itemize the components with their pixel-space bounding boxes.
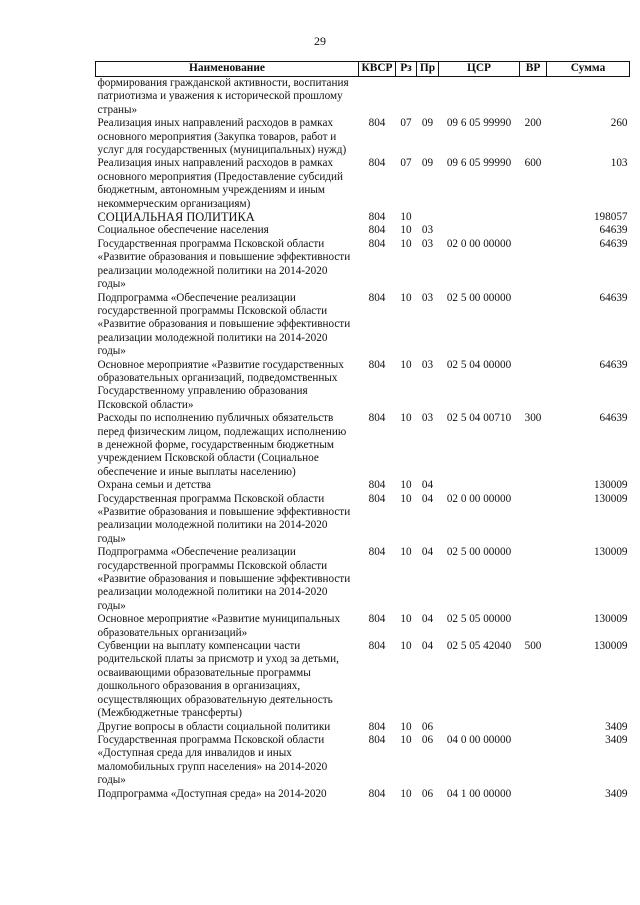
header-pr: Пр — [417, 62, 439, 77]
cell-rz: 10 — [400, 787, 412, 800]
header-vr: ВР — [520, 62, 547, 77]
cell-name: формирования гражданской активности, воспитания патриотизма и уважения к исторической прошлому страны» — [97, 77, 349, 116]
table-row — [96, 493, 630, 547]
cell-rz: 07 — [400, 117, 412, 130]
cell-pr: 03 — [421, 412, 434, 425]
table-row — [96, 546, 630, 613]
cell-csr: 02 5 05 42040 — [446, 640, 512, 653]
cell-pr: 04 — [421, 613, 434, 626]
header-csr: ЦСР — [439, 62, 520, 77]
cell-csr — [439, 224, 520, 237]
cell-name: Основное мероприятие «Развитие муниципальных образовательных организаций» — [97, 613, 341, 639]
header-sum: Сумма — [547, 62, 630, 77]
header-name: Наименование — [96, 62, 359, 77]
cell-sum — [547, 77, 630, 118]
cell-rz: 10 — [400, 291, 412, 304]
cell-sum: 260 — [610, 117, 628, 130]
cell-sum: 103 — [610, 157, 628, 170]
cell-name: Субвенции на выплату компенсации части родительской платы за присмотр и уход за детьми, осваивающими образовательные программы дошкольного образования в организациях, осуществляющих образовательную деятельность (Межбюджетные трансферты) — [97, 640, 339, 720]
cell-csr: 04 0 00 00000 — [446, 733, 512, 746]
cell-name: Государственная программа Псковской области «Развитие образования и повышение эффективности реализации молодежной политики на 2014-2020 годы» — [97, 237, 351, 291]
cell-rz: 10 — [400, 613, 412, 626]
cell-sum: 198057 — [593, 211, 628, 224]
cell-rz: 10 — [400, 479, 412, 492]
cell-name: Подпрограмма «Обеспечение реализации государственной программы Псковской области «Развитие образования и повышение эффективности реализации молодежной политики на 2014-2020 годы» — [97, 291, 351, 358]
cell-pr — [417, 77, 439, 118]
cell-pr: 09 — [421, 157, 434, 170]
cell-rz: 10 — [400, 224, 412, 237]
cell-kvsr: 804 — [368, 613, 386, 626]
cell-kvsr: 804 — [368, 291, 386, 304]
cell-vr — [520, 292, 547, 359]
cell-rz: 10 — [400, 412, 412, 425]
cell-sum: 3409 — [605, 720, 628, 733]
table-header-row — [96, 62, 630, 77]
cell-name: Подпрограмма «Доступная среда» на 2014-2020 — [97, 787, 327, 800]
cell-name: СОЦИАЛЬНАЯ ПОЛИТИКА — [97, 210, 255, 225]
cell-sum: 3409 — [605, 787, 628, 800]
cell-kvsr: 804 — [368, 117, 386, 130]
cell-vr: 500 — [524, 640, 542, 653]
cell-csr: 02 5 04 00000 — [446, 358, 512, 371]
cell-csr — [439, 211, 520, 224]
table-row — [96, 734, 630, 788]
cell-sum: 130009 — [593, 479, 628, 492]
table-row — [96, 613, 630, 640]
table-row — [96, 117, 630, 157]
cell-rz: 10 — [400, 546, 412, 559]
cell-kvsr: 804 — [368, 412, 386, 425]
cell-rz: 10 — [400, 733, 412, 746]
cell-rz: 10 — [400, 492, 412, 505]
cell-pr: 04 — [421, 492, 434, 505]
cell-sum: 130009 — [593, 546, 628, 559]
cell-pr: 03 — [421, 358, 434, 371]
cell-csr — [439, 479, 520, 492]
cell-kvsr: 804 — [368, 492, 386, 505]
cell-vr: 600 — [524, 157, 542, 170]
cell-pr: 03 — [421, 224, 434, 237]
cell-vr — [520, 359, 547, 413]
cell-sum: 64639 — [599, 358, 628, 371]
cell-name: Реализация иных направлений расходов в рамках основного мероприятия (Закупка товаров, работ и услуг для государственных (муниципальных) нужд) — [97, 117, 347, 157]
cell-pr — [417, 211, 439, 224]
cell-csr — [439, 721, 520, 734]
table-row — [96, 77, 630, 118]
cell-vr — [520, 479, 547, 492]
cell-csr: 02 5 05 00000 — [446, 613, 512, 626]
cell-kvsr: 804 — [368, 237, 386, 250]
cell-kvsr: 804 — [368, 157, 386, 170]
cell-kvsr: 804 — [368, 733, 386, 746]
cell-kvsr: 804 — [368, 358, 386, 371]
table-row — [96, 238, 630, 292]
cell-name: Основное мероприятие «Развитие государственных образовательных организаций, подведомственных Государственному управлению образования Псковской области» — [97, 358, 344, 411]
cell-sum: 64639 — [599, 412, 628, 425]
cell-csr: 02 5 00 00000 — [446, 291, 512, 304]
cell-vr — [520, 224, 547, 237]
cell-sum: 3409 — [605, 733, 628, 746]
cell-vr — [520, 546, 547, 613]
cell-name: Государственная программа Псковской области «Развитие образования и повышение эффективности реализации молодежной политики на 2014-2020 годы» — [97, 492, 351, 545]
cell-sum: 64639 — [599, 224, 628, 237]
table-row — [96, 721, 630, 734]
budget-table — [95, 61, 630, 801]
cell-sum: 64639 — [599, 237, 628, 250]
table-row — [96, 157, 630, 211]
table-row — [96, 292, 630, 359]
cell-rz: 10 — [400, 237, 412, 250]
cell-sum: 130009 — [593, 492, 628, 505]
cell-csr: 04 1 00 00000 — [446, 787, 512, 800]
cell-pr: 06 — [421, 787, 434, 800]
cell-rz: 10 — [400, 640, 412, 653]
cell-pr: 06 — [421, 733, 434, 746]
cell-csr: 02 5 00 00000 — [446, 546, 512, 559]
cell-pr: 06 — [421, 720, 434, 733]
cell-vr — [520, 211, 547, 224]
cell-vr — [520, 613, 547, 640]
table-body — [96, 77, 630, 801]
cell-vr — [520, 788, 547, 801]
cell-vr: 300 — [524, 412, 542, 425]
cell-sum: 130009 — [593, 613, 628, 626]
table-row — [96, 640, 630, 720]
cell-pr: 09 — [421, 117, 434, 130]
cell-kvsr: 804 — [368, 787, 386, 800]
cell-pr: 03 — [421, 291, 434, 304]
cell-pr: 03 — [421, 237, 434, 250]
table-row — [96, 211, 630, 224]
table-row — [96, 788, 630, 801]
cell-vr: 200 — [524, 117, 542, 130]
cell-kvsr: 804 — [368, 720, 386, 733]
cell-csr: 02 5 04 00710 — [446, 412, 512, 425]
header-kvsr: КВСР — [359, 62, 396, 77]
cell-name: Охрана семьи и детства — [97, 479, 211, 492]
cell-pr: 04 — [421, 640, 434, 653]
table-row — [96, 224, 630, 237]
cell-vr — [520, 721, 547, 734]
cell-kvsr: 804 — [368, 546, 386, 559]
cell-sum: 64639 — [599, 291, 628, 304]
table-row — [96, 412, 630, 479]
cell-csr: 02 0 00 00000 — [446, 237, 512, 250]
cell-name: Социальное обеспечение населения — [97, 224, 269, 237]
cell-vr — [520, 238, 547, 292]
cell-pr: 04 — [421, 479, 434, 492]
cell-name: Реализация иных направлений расходов в рамках основного мероприятия (Предоставление субсидий бюджетным, автономным учреждениям и иным некоммерческим организациям) — [97, 157, 343, 210]
cell-csr: 09 6 05 99990 — [446, 117, 512, 130]
cell-rz: 07 — [400, 157, 412, 170]
cell-name: Государственная программа Псковской области «Доступная среда для инвалидов и иных маломобильных групп населения» на 2014-2020 годы» — [97, 733, 328, 787]
cell-kvsr — [359, 77, 396, 118]
cell-rz: 10 — [400, 720, 412, 733]
cell-vr — [520, 493, 547, 547]
cell-pr: 04 — [421, 546, 434, 559]
cell-name: Подпрограмма «Обеспечение реализации государственной программы Псковской области «Развитие образования и повышение эффективности реализации молодежной политики на 2014-2020 годы» — [97, 546, 351, 612]
cell-sum: 130009 — [593, 640, 628, 653]
table-row — [96, 359, 630, 413]
cell-kvsr: 804 — [368, 640, 386, 653]
cell-rz — [396, 77, 417, 118]
page-number: 29 — [314, 34, 326, 48]
cell-kvsr: 804 — [368, 479, 386, 492]
cell-csr — [439, 77, 520, 118]
table-row — [96, 479, 630, 492]
cell-kvsr: 804 — [368, 211, 386, 224]
cell-vr — [520, 734, 547, 788]
cell-kvsr: 804 — [368, 224, 386, 237]
cell-name: Другие вопросы в области социальной политики — [97, 720, 331, 733]
cell-rz: 10 — [400, 211, 412, 224]
header-rz: Рз — [396, 62, 417, 77]
cell-csr: 09 6 05 99990 — [446, 157, 512, 170]
cell-csr: 02 0 00 00000 — [446, 492, 512, 505]
cell-name: Расходы по исполнению публичных обязательств перед физическим лицом, подлежащих исполнению в денежной форме, государственным бюджетным учреждением Псковской области (Социальное обеспечение и иные выплаты населению) — [97, 412, 347, 478]
cell-vr — [520, 77, 547, 118]
cell-rz: 10 — [400, 358, 412, 371]
